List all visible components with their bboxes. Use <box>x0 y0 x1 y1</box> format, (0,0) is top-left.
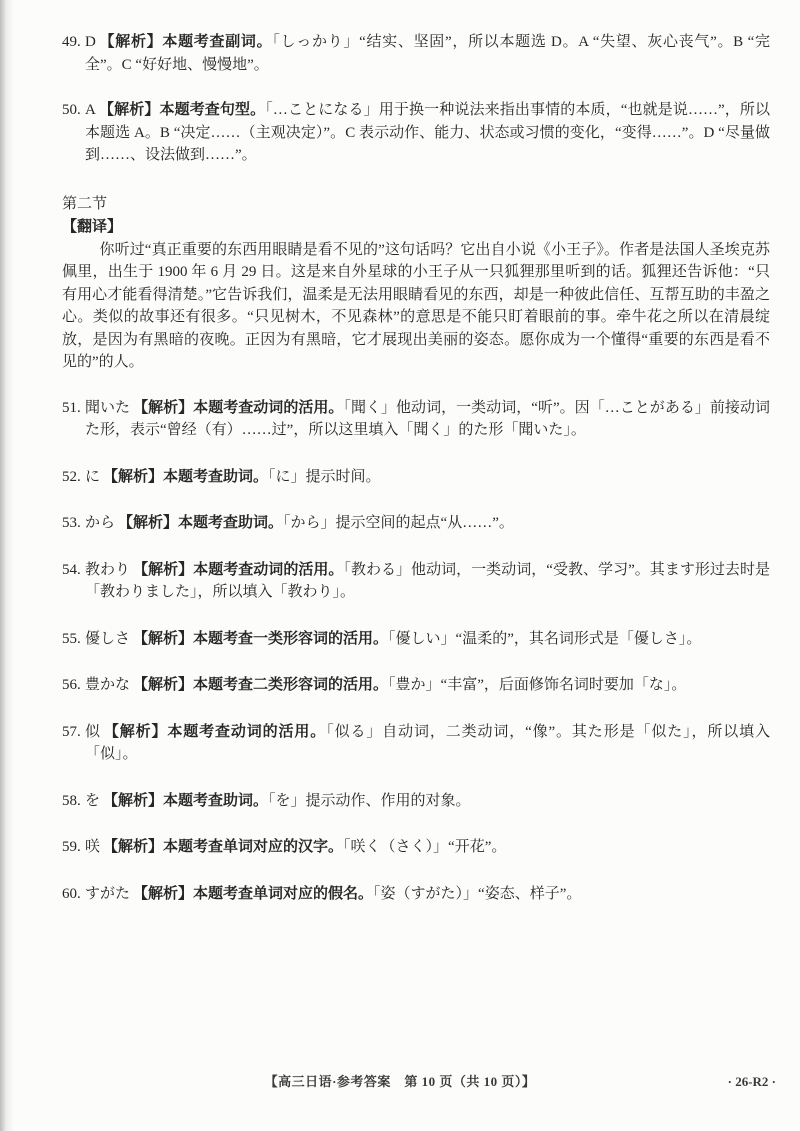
item-number: 57. <box>62 723 81 740</box>
item-analysis-text: 「咲く（さく）」“开花”。 <box>343 839 507 855</box>
item-analysis-label: 【解析】本题考查动词的活用。 <box>103 723 327 740</box>
answer-item <box>62 559 770 604</box>
translation-label: 【翻译】 <box>62 219 123 235</box>
translation-paragraph: 你听过“真正重要的东西用眼睛是看不见的”这句话吗？它出自小说《小王子》。作者是法国人圣埃克苏佩里，出生于 1900 年 6 月 29 日。这是来自外星球的小王子从一只狐狸那里听到的话。狐狸还告诉他：“只有用心才能看得清楚。”它告诉我们，温柔是无法用眼睛看见的东西，却是一种彼此信任、互帮互助的丰盈之心。类似的故事还有很多。“只见树木，不见森林”的意思是不能只盯着眼前的事。牵牛花之所以在清晨绽放，是因为有黑暗的夜晚。正因为有黑暗，它才展现出美丽的姿态。愿你成为一个懂得“重要的东西是看不见的”的人。 <box>62 241 770 370</box>
answer-item <box>62 721 770 766</box>
page-footer <box>0 1072 800 1092</box>
answer-item <box>62 883 770 906</box>
item-analysis-text: 「姿（すがた）」“姿态、样子”。 <box>373 885 582 902</box>
item-number: 51. <box>62 399 81 416</box>
item-analysis-text: 「に」提示时间。 <box>268 468 381 485</box>
item-number: 52. <box>62 468 81 485</box>
item-analysis-text: 「から」提示空间的起点“从……”。 <box>283 515 514 531</box>
item-answer: 似 <box>85 723 101 740</box>
answer-item <box>62 674 770 697</box>
item-number: 56. <box>62 677 81 693</box>
scan-edge-shadow <box>0 0 14 1131</box>
item-answer: 咲 <box>85 839 101 855</box>
item-analysis-text: 「似る」自动词，二类动词，“像”。其た形是「似た」，所以填入「似」。 <box>85 723 770 762</box>
page-content <box>62 31 770 929</box>
answer-item <box>62 836 770 859</box>
answer-item <box>62 512 770 535</box>
answer-item <box>62 99 770 167</box>
item-analysis-label: 【解析】本题考查助词。 <box>103 792 269 809</box>
item-answer: 豊かな <box>85 677 131 693</box>
answer-item <box>62 790 770 813</box>
item-analysis-label: 【解析】本题考查二类形容词的活用。 <box>133 677 389 693</box>
item-answer: 聞いた <box>85 399 131 416</box>
item-number: 50. <box>62 102 81 118</box>
item-number: 54. <box>62 561 81 578</box>
item-answer: 優しさ <box>85 630 131 647</box>
item-number: 53. <box>62 515 81 531</box>
answer-item <box>62 466 770 489</box>
item-analysis-text: 「豊か」“丰富”，后面修饰名词时要加「な」。 <box>388 677 687 693</box>
item-analysis-text: 「を」提示动作、作用的对象。 <box>268 792 471 809</box>
item-number: 55. <box>62 630 81 647</box>
answer-item <box>62 31 770 76</box>
item-number: 49. <box>62 34 81 50</box>
item-analysis-label: 【解析】本题考查助词。 <box>118 515 284 531</box>
item-analysis-text: 「優しい」“温柔的”，其名词形式是「優しさ」。 <box>388 630 702 647</box>
item-answer: D <box>85 34 96 50</box>
item-answer: A <box>85 102 96 118</box>
item-analysis-label: 【解析】本题考查动词的活用。 <box>133 399 344 416</box>
footer-code: · 26-R2 · <box>727 1074 776 1089</box>
item-analysis-label: 【解析】本题考查单词对应的汉字。 <box>103 839 344 855</box>
item-analysis-label: 【解析】本题考查动词的活用。 <box>133 561 344 578</box>
footer-page-label: 【高三日语·参考答案 第 10 页（共 10 页）】 <box>264 1074 536 1089</box>
item-analysis-label: 【解析】本题考查一类形容词的活用。 <box>133 630 389 647</box>
item-analysis-label: 【解析】本题考查助词。 <box>103 468 269 485</box>
answer-list-part2 <box>62 397 770 906</box>
item-number: 58. <box>62 792 81 809</box>
item-number: 59. <box>62 839 81 855</box>
item-analysis-label: 【解析】本题考查单词对应的假名。 <box>133 885 374 902</box>
item-answer: に <box>85 468 101 485</box>
item-answer: を <box>85 792 101 809</box>
item-analysis-label: 【解析】本题考查副词。 <box>98 34 273 50</box>
item-analysis-text: 「聞く」他动词，一类动词，“听”。因「…ことがある」前接动词た形，表示“曾经（有）……过”，所以这里填入「聞く」的た形「聞いた」。 <box>85 399 770 438</box>
answer-list-part1 <box>62 31 770 167</box>
answer-item <box>62 397 770 442</box>
answer-item <box>62 628 770 651</box>
item-number: 60. <box>62 885 81 902</box>
item-answer: すがた <box>85 885 131 902</box>
item-analysis-text: 「…ことになる」用于换一种说法来指出事情的本质，“也就是说……”，所以本题选 A。B “决定……（主观决定）”。C 表示动作、能力、状态或习惯的变化，“变得……”。D “尽量做到……、设法做到……”。 <box>85 102 770 163</box>
item-analysis-text: 「教わる」他动词，一类动词，“受教、学习”。其ます形过去时是「教わりました」，所以填入「教わり」。 <box>85 561 770 600</box>
item-analysis-text: 「しっかり」“结实、坚固”，所以本题选 D。A “失望、灰心丧气”。B “完全”。C “好好地、慢慢地”。 <box>85 34 770 73</box>
item-answer: から <box>85 515 116 531</box>
item-answer: 教わり <box>85 561 131 578</box>
section-heading: 第二节 <box>62 195 108 212</box>
item-analysis-label: 【解析】本题考查句型。 <box>98 102 266 118</box>
